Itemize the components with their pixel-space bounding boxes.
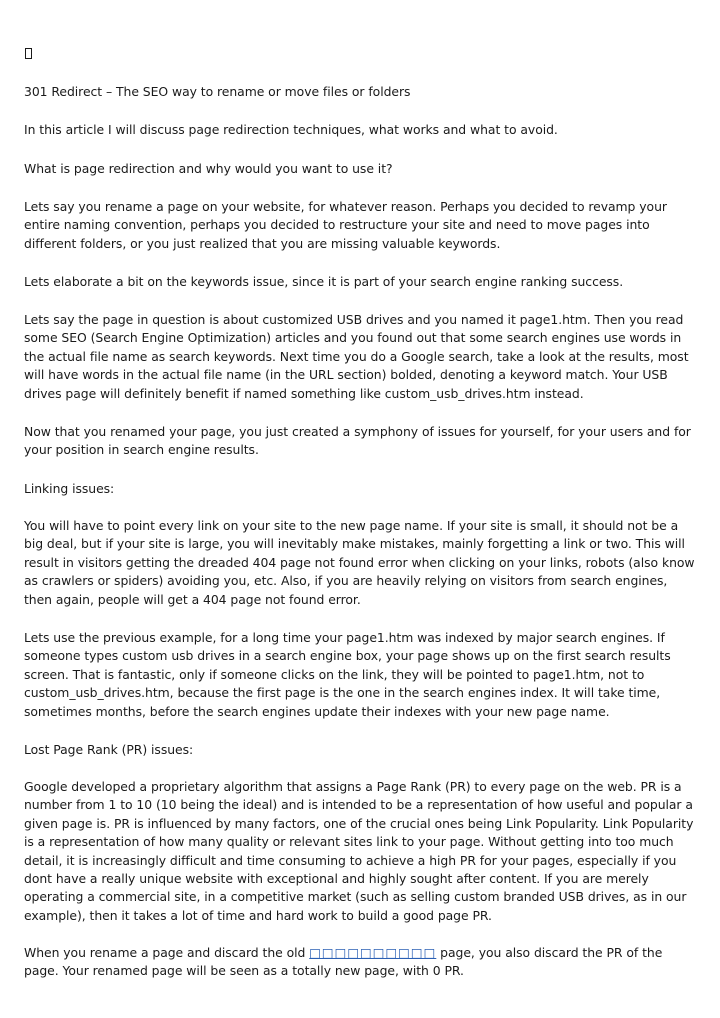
old-page-link[interactable]: □□□□□□□□□□: [309, 945, 437, 960]
linking-issues-heading: Linking issues:: [24, 481, 115, 496]
paragraph-discard: [24, 944, 698, 981]
discard-text-after: page, you also discard the PR of the page. Your renamed page will be seen as a totally new page, with 0 PR.: [24, 945, 663, 979]
paragraph-usb-example: Lets say the page in question is about customized USB drives and you named it page1.htm. Then you read some SEO (Search Engine Optimization) articles and you found out that some search engines use words in the actual file name as search keywords. Next time you do a Google search, take a look at the results, most will have words in the actual file name (in the URL section) bolded, denoting a keyword match. Your USB drives page will definitely benefit if named something like custom_usb_drives.htm instead.: [24, 312, 689, 401]
paragraph-page-rank: Google developed a proprietary algorithm that assigns a Page Rank (PR) to every page on the web. PR is a number from 1 to 10 (10 being the ideal) and is intended to be a representation of how useful and popular a given page is. PR is influenced by many factors, one of the crucial ones being Link Popularity. Link Popularity is a representation of how many quality or relevant sites link to your page. Without getting into too much detail, it is increasingly difficult and time consuming to achieve a high PR for your pages, especially if you dont have a really unique website with exceptional and highly sought after content. If you are merely operating a commercial site, in a competitive market (such as selling custom branded USB drives, as in our example), then it takes a lot of time and hard work to build a good page PR.: [24, 779, 694, 923]
paragraph-index: Lets use the previous example, for a long time your page1.htm was indexed by major search engines. If someone types custom usb drives in a search engine box, your page shows up on the first search results screen. That is fantastic, only if someone clicks on the link, they will be pointed to page1.htm, not to custom_usb_drives.htm, because the first page is the one in the search engines index. It will take time, sometimes months, before the search engines update their indexes with your new page name.: [24, 630, 671, 719]
paragraph-rename: Lets say you rename a page on your website, for whatever reason. Perhaps you decided to revamp your entire naming convention, perhaps you decided to restructure your site and need to move pages into different folders, or you just realized that you are missing valuable keywords.: [24, 199, 667, 251]
missing-glyph-icon: [25, 48, 32, 59]
page-rank-heading: Lost Page Rank (PR) issues:: [24, 742, 194, 757]
paragraph-symphony: Now that you renamed your page, you just created a symphony of issues for yourself, for your users and for your position in search engine results.: [24, 424, 691, 458]
discard-text-before: When you rename a page and discard the old: [24, 945, 310, 960]
paragraph-linking: You will have to point every link on your site to the new page name. If your site is small, it should not be a big deal, but if your site is large, you will inevitably make mistakes, mainly forgetting a link or two. This will result in visitors getting the dreaded 404 page not found error when clicking on your links, robots (also know as crawlers or spiders) avoiding you, etc. Also, if you are heavily relying on visitors from search engines, then again, people will get a 404 page not found error.: [24, 518, 695, 607]
intro-paragraph: In this article I will discuss page redirection techniques, what works and what to avoid.: [24, 122, 558, 137]
question-heading: What is page redirection and why would you want to use it?: [24, 161, 393, 176]
article-title: 301 Redirect – The SEO way to rename or move files or folders: [24, 84, 411, 99]
paragraph-keywords: Lets elaborate a bit on the keywords issue, since it is part of your search engine ranking success.: [24, 274, 624, 289]
